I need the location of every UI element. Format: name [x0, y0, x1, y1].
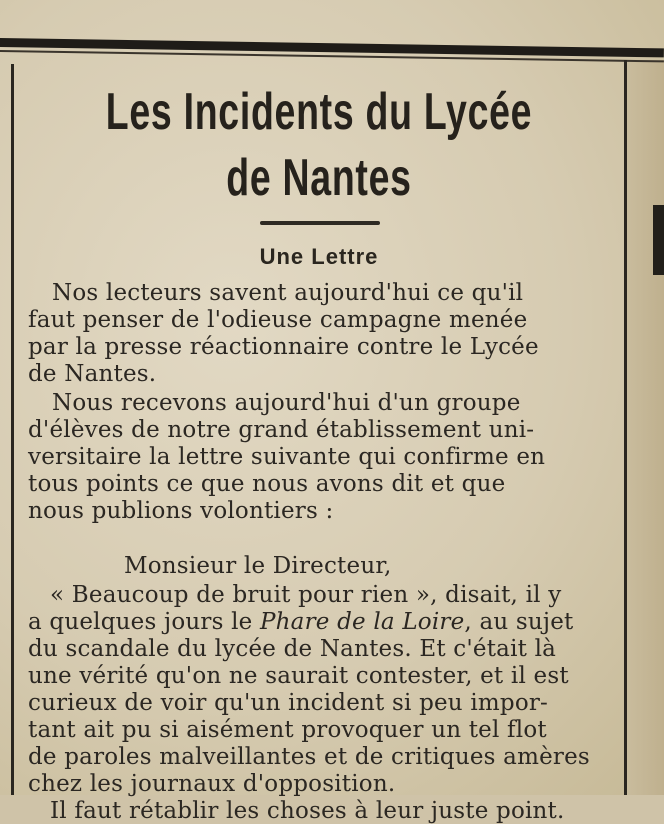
- text-line: versitaire la lettre suivante qui confirme en: [28, 444, 546, 470]
- text-line: du scandale du lycée de Nantes. Et c'était là: [28, 636, 557, 662]
- salutation: Monsieur le Directeur,: [124, 553, 392, 579]
- text-line: une vérité qu'on ne saurait contester, et il est: [28, 663, 569, 689]
- text-line: Nous recevons aujourd'hui d'un groupe: [52, 390, 521, 416]
- text-line: tous points ce que nous avons dit et que: [28, 471, 506, 497]
- right-column-rule: [624, 60, 627, 795]
- adjacent-headline-fragment: [653, 205, 664, 275]
- text-line: curieux de voir qu'un incident si peu impor-: [28, 690, 549, 716]
- text-line: de paroles malveillantes et de critiques amères: [28, 744, 590, 770]
- text-line: tant ait pu si aisément provoquer un tel flot: [28, 717, 547, 743]
- text-line: par la presse réactionnaire contre le Lycée: [28, 334, 539, 360]
- text-line: « Beaucoup de bruit pour rien », disait, il y: [50, 582, 562, 608]
- headline-rule: [260, 221, 380, 225]
- text-segment: a quelques jours le: [28, 609, 253, 635]
- headline-line-2: de Nantes: [226, 149, 412, 207]
- text-line: chez les journaux d'opposition.: [28, 771, 396, 797]
- adjacent-column: [627, 60, 664, 795]
- subheading: Une Lettre: [259, 244, 379, 269]
- text-line-with-italic: [28, 609, 573, 635]
- text-line: d'élèves de notre grand établissement uni-: [28, 417, 535, 443]
- newspaper-title: Phare de la Loire: [259, 609, 465, 635]
- text-line: faut penser de l'odieuse campagne menée: [28, 307, 528, 333]
- text-segment: , au sujet: [464, 609, 574, 635]
- text-line: Nos lecteurs savent aujourd'hui ce qu'il: [52, 280, 524, 306]
- text-line: nous publions volontiers :: [28, 498, 334, 524]
- headline-line-1: Les Incidents du Lycée: [105, 83, 533, 141]
- article-column: [14, 60, 624, 824]
- text-line: de Nantes.: [28, 361, 157, 387]
- text-line: Il faut rétablir les choses à leur juste point.: [50, 798, 565, 824]
